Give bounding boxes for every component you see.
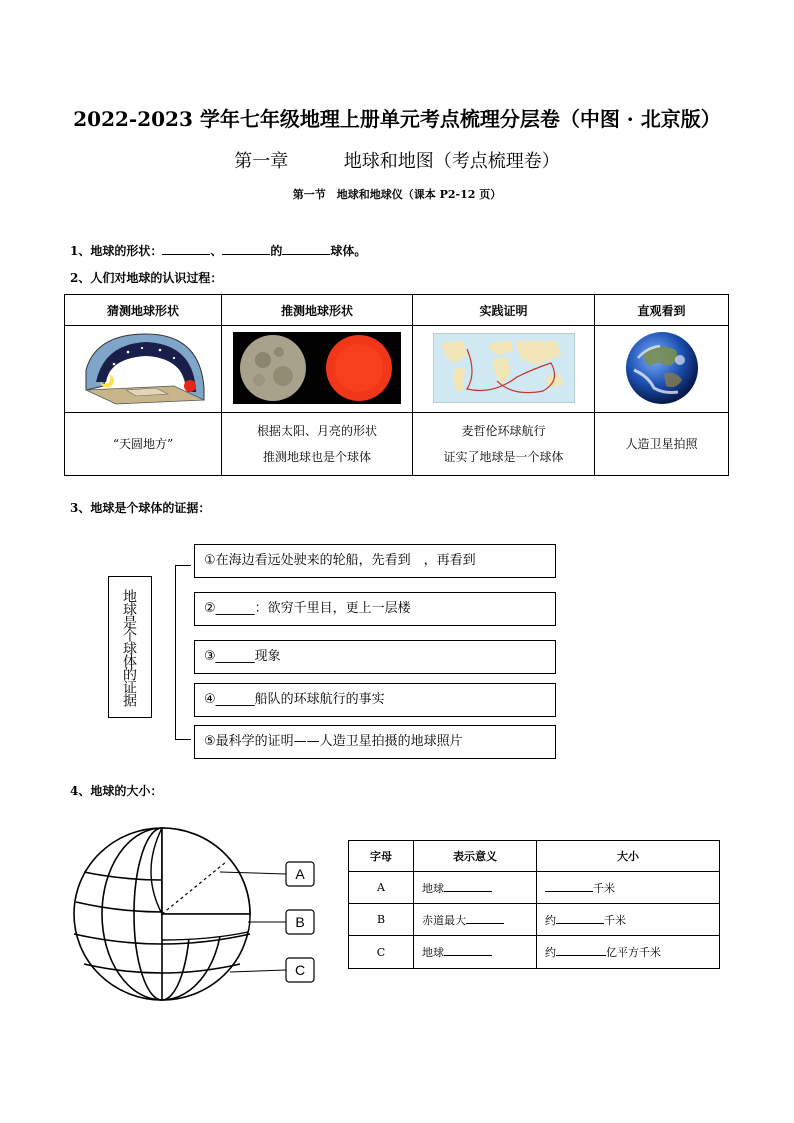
blank[interactable] [222,243,270,255]
chapter-number: 第一章 [234,151,289,172]
col-header-guess: 猜测地球形状 [65,295,222,326]
evidence-item-1: ①在海边看远处驶来的轮船，先看到 ，再看到 [194,544,556,578]
cognition-table [64,294,729,476]
table-row: C 地球 约 亿平方千米 [349,936,720,969]
cell-practice-text: 麦哲伦环球航行 证实了地球是一个球体 [413,413,595,476]
col-header-infer: 推测地球形状 [222,295,413,326]
evidence-bracket [175,565,191,740]
earth-size-table [348,840,720,969]
blank[interactable] [466,913,504,924]
table-row: A 地球 千米 [349,872,720,904]
moon-sun-image [222,326,413,413]
world-route-map-image [413,326,595,413]
blank[interactable] [282,243,330,255]
label-c: C [294,962,306,978]
chapter-heading [0,147,794,173]
table-row: B 赤道最大 约 千米 [349,904,720,936]
evidence-side-label: 地球是个球体的证据 [108,576,152,718]
page-title: 2022-2023 学年七年级地理上册单元考点梳理分层卷（中图 · 北京版） [73,107,721,131]
blank[interactable] [545,881,593,892]
globe-diagram [70,822,330,1006]
size-header-size: 大小 [537,841,720,872]
question-3-label: 3、地球是个球体的证据： [70,501,211,515]
evidence-item-5: ⑤最科学的证明——人造卫星拍摄的地球照片 [194,725,556,759]
earth-photo-image [595,326,729,413]
cell-infer-text: 根据太阳、月亮的形状 推测地球也是个球体 [222,413,413,476]
label-a: A [295,866,305,882]
blank[interactable] [162,243,210,255]
question-1: 1、地球的形状： 、 的 球体。 [70,244,367,258]
evidence-item-3: ③______现象 [194,640,556,674]
col-header-observe: 直观看到 [595,295,729,326]
blank[interactable] [556,945,606,956]
cell-observe-text: 人造卫星拍照 [595,413,729,476]
question-2-label: 2、人们对地球的认识过程： [70,271,223,285]
cell-guess-text: “天圆地方” [65,413,222,476]
evidence-item-4: ④______船队的环球航行的事实 [194,683,556,717]
label-b: B [295,914,305,930]
size-header-meaning: 表示意义 [414,841,537,872]
size-header-letter: 字母 [349,841,414,872]
blank[interactable] [444,945,492,956]
evidence-item-2: ②______：欲穷千里目，更上一层楼 [194,592,556,626]
col-header-practice: 实践证明 [413,295,595,326]
blank[interactable] [556,913,604,924]
question-4-label: 4、地球的大小： [70,784,163,798]
blank[interactable] [444,881,492,892]
chapter-name: 地球和地图（考点梳理卷） [343,151,560,172]
dome-sky-image [65,326,222,413]
section-heading: 第一节 地球和地球仪（课本 P2-12 页） [292,188,502,201]
